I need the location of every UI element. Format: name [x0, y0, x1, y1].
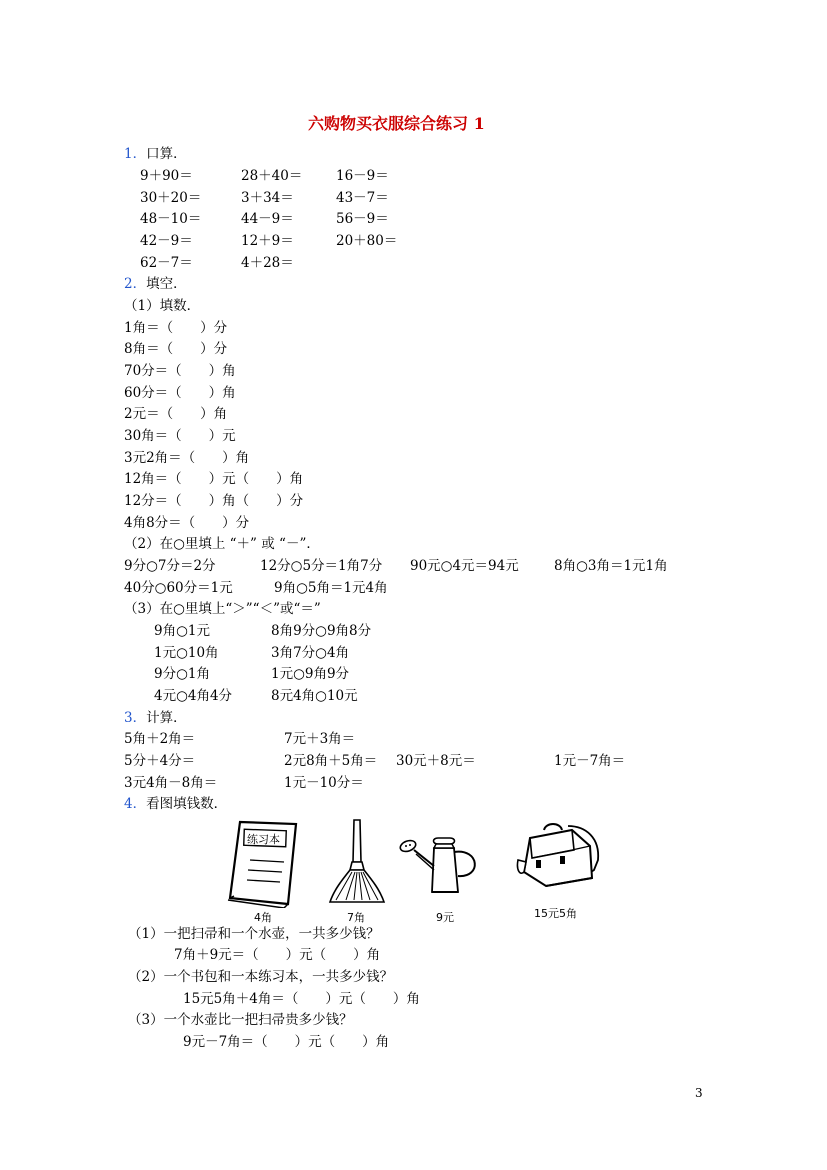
q2-part3-item: 3角7分○4角 — [271, 645, 350, 661]
q2-part2-label: （2）在○里填上 “＋” 或 “－”． — [124, 536, 320, 552]
q2-part2-item: 9角○5角＝1元4角 — [274, 580, 388, 596]
q3-heading — [124, 710, 187, 726]
q1-col1-item: 9＋90＝ — [140, 168, 193, 184]
page-title: 六购物买衣服综合练习 1 — [308, 114, 485, 133]
q1-col2-item: 4＋28＝ — [241, 255, 294, 271]
q2-part3-item: 9分○1角 — [154, 666, 210, 682]
q1-heading — [124, 146, 187, 162]
q1-col3-item: 16－9＝ — [336, 168, 389, 184]
q2-part2-item: 12分○5分＝1角7分 — [260, 558, 383, 574]
q4-sub2-question: （2）一个书包和一本练习本，一共多少钱？ — [128, 969, 394, 985]
q4-sub1-question: （1）一把扫帚和一个水壶，一共多少钱？ — [128, 926, 380, 942]
q3-item: 5分＋4分＝ — [124, 753, 196, 769]
q4-sub3-answer: 9元－7角＝（ ）元（ ）角 — [183, 1034, 390, 1050]
q1-col2-item: 28＋40＝ — [241, 168, 303, 184]
q2-part3-item: 8元4角○10元 — [271, 688, 358, 704]
q1-col3-item: 43－7＝ — [336, 190, 389, 206]
q2-part2-item: 9分○7分＝2分 — [124, 558, 216, 574]
q2-number: 2． — [124, 276, 147, 292]
notebook-price: 4角 — [254, 911, 272, 924]
q2-part1-item: 2元＝（ ）角 — [124, 406, 228, 422]
q4-number: 4． — [124, 796, 147, 812]
q2-part2-item: 40分○60分＝1元 — [124, 580, 233, 596]
q2-heading — [124, 276, 187, 292]
q3-item: 30元＋8元＝ — [396, 753, 476, 769]
q1-number: 1． — [124, 146, 147, 162]
q1-col1-item: 30＋20＝ — [140, 190, 202, 206]
q2-part1-item: 12分＝（ ）角（ ）分 — [124, 493, 304, 509]
q3-item: 5角＋2角＝ — [124, 731, 196, 747]
notebook-picture — [226, 818, 298, 908]
q3-item: 1元－10分＝ — [284, 775, 364, 791]
q4-sub1-answer: 7角＋9元＝（ ）元（ ）角 — [174, 947, 381, 963]
q1-col1-item: 42－9＝ — [140, 233, 193, 249]
q2-part3-label: （3）在○里填上“＞”“＜”或“＝” — [124, 601, 321, 617]
q2-part1-item: 12角＝（ ）元（ ）角 — [124, 471, 304, 487]
q4-label: 看图填钱数． — [146, 796, 228, 812]
q3-item: 1元－7角＝ — [554, 753, 626, 769]
q2-part2-item: 90元○4元＝94元 — [410, 558, 519, 574]
kettle-price: 9元 — [436, 911, 454, 924]
q2-part1-label: （1）填数． — [124, 298, 201, 314]
q1-col1-item: 62－7＝ — [140, 255, 193, 271]
broom-price: 7角 — [347, 911, 365, 924]
q3-item: 2元8角＋5角＝ — [284, 753, 378, 769]
q3-number: 3． — [124, 710, 147, 726]
q2-part1-item: 30角＝（ ）元 — [124, 428, 236, 444]
q2-part3-item: 9角○1元 — [154, 623, 210, 639]
q4-sub2-answer: 15元5角＋4角＝（ ）元（ ）角 — [183, 991, 420, 1007]
q1-col2-item: 44－9＝ — [241, 211, 294, 227]
q2-part3-item: 4元○4角4分 — [154, 688, 233, 704]
notebook-cover-text: 练习本 — [247, 833, 280, 846]
broom-picture — [328, 818, 388, 904]
q1-col3-item: 56－9＝ — [336, 211, 389, 227]
q2-label: 填空． — [146, 276, 187, 292]
q2-part1-item: 60分＝（ ）角 — [124, 385, 236, 401]
q2-part3-item: 8角9分○9角8分 — [271, 623, 372, 639]
q1-col1-item: 48－10＝ — [140, 211, 202, 227]
q2-part1-item: 4角8分＝（ ）分 — [124, 515, 250, 531]
q4-heading — [124, 796, 227, 812]
q1-col3-item: 20＋80＝ — [336, 233, 398, 249]
q4-sub3-question: （3）一个水壶比一把扫帚贵多少钱？ — [128, 1012, 353, 1028]
page-number: 3 — [695, 1086, 703, 1100]
kettle-picture — [396, 826, 486, 898]
q2-part3-item: 1元○10角 — [154, 645, 219, 661]
q3-item: 3元4角－8角＝ — [124, 775, 218, 791]
q2-part3-item: 1元○9角9分 — [271, 666, 350, 682]
q2-part1-item: 1角＝（ ）分 — [124, 320, 228, 336]
q2-part2-item: 8角○3角＝1元1角 — [554, 558, 668, 574]
q2-part1-item: 8角＝（ ）分 — [124, 341, 228, 357]
q2-part1-item: 3元2角＝（ ）角 — [124, 450, 250, 466]
q3-label: 计算． — [146, 710, 187, 726]
q1-col2-item: 3＋34＝ — [241, 190, 294, 206]
q1-label: 口算． — [146, 146, 187, 162]
q3-item: 7元＋3角＝ — [284, 731, 356, 747]
q2-part1-item: 70分＝（ ）角 — [124, 363, 236, 379]
schoolbag-picture — [516, 820, 606, 892]
schoolbag-price: 15元5角 — [534, 907, 577, 920]
q1-col2-item: 12＋9＝ — [241, 233, 294, 249]
